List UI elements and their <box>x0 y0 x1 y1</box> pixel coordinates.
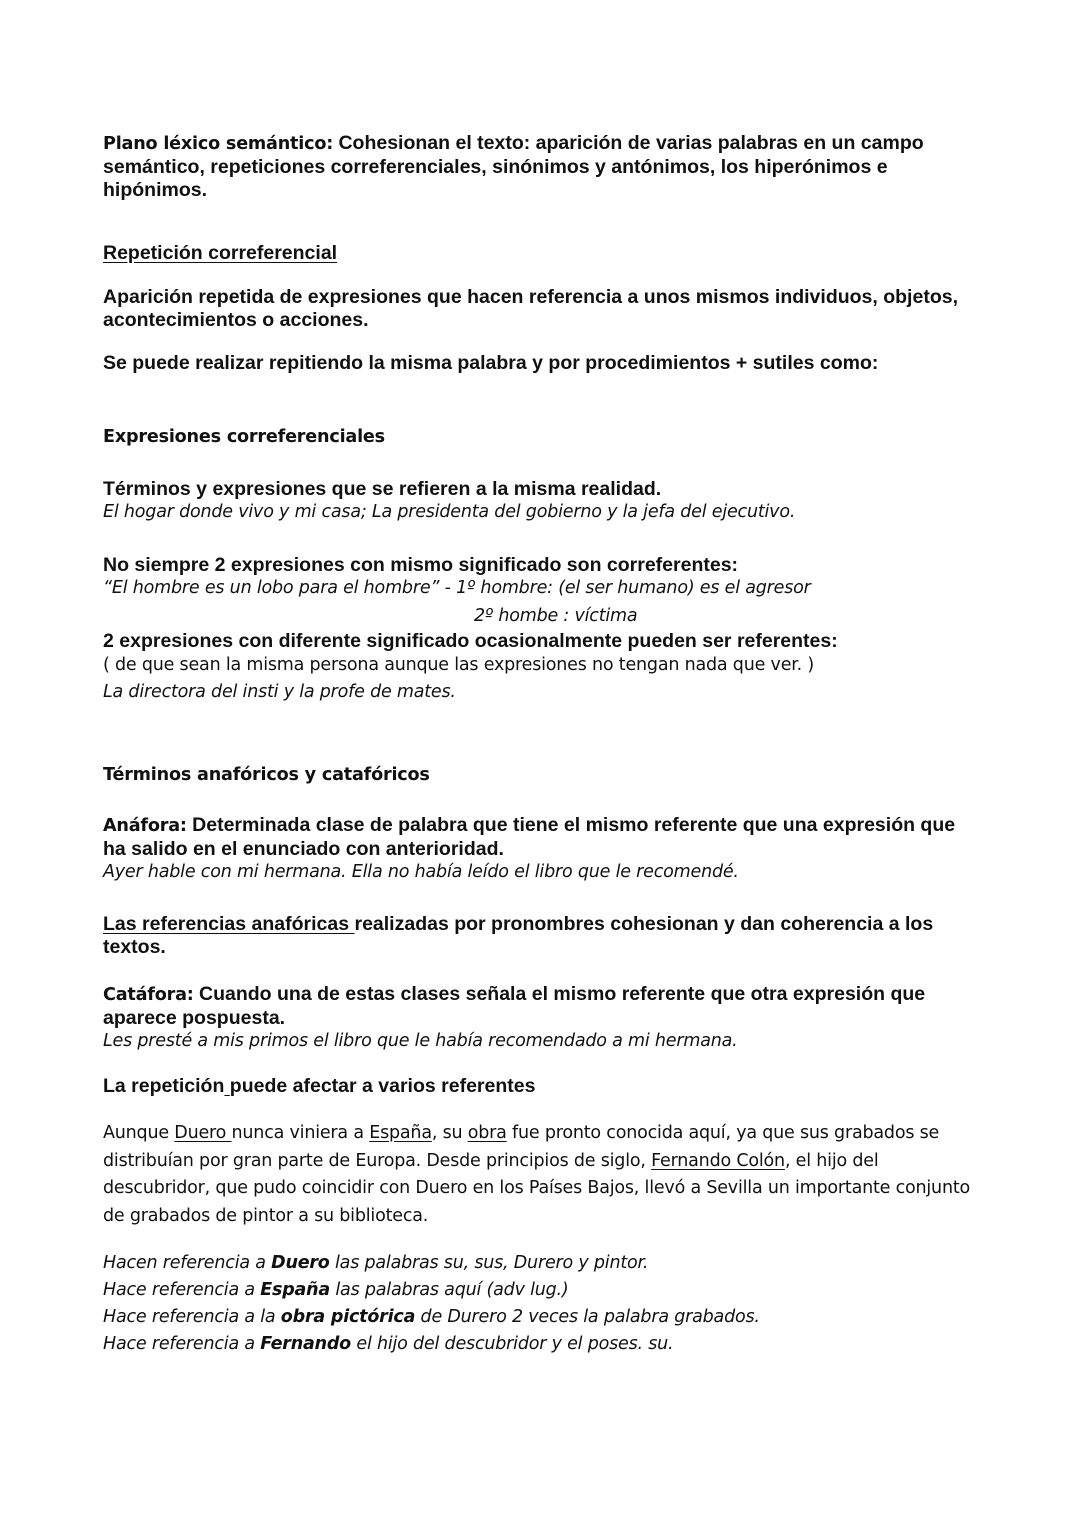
duero-text-2: nunca viniera a <box>231 1123 370 1143</box>
varios-heading-a: La repetición <box>103 1075 225 1097</box>
repeticion-procedures: Se puede realizar repitiendo la misma palabra y por procedimientos + sutiles como: <box>103 352 879 374</box>
reference-line-pre: Hacen referencia a <box>103 1253 272 1273</box>
reference-line <box>103 1304 983 1331</box>
espana-underlined: España <box>369 1123 432 1143</box>
fernando-underlined: Fernando Colón <box>651 1150 785 1171</box>
reference-line-post: las palabras su, sus, Durero y pintor. <box>329 1253 649 1273</box>
reference-line-pre: Hace referencia a la <box>103 1307 281 1327</box>
anafora-paragraph <box>103 814 983 861</box>
expresiones-definition: Términos y expresiones que se refieren a la misma realidad. <box>103 478 662 500</box>
plano-paragraph <box>103 132 983 202</box>
reference-line <box>103 1277 983 1304</box>
referencias-rest: realizadas por pronombres cohesionan y dan coherencia a los textos. <box>103 913 934 958</box>
referencias-underlined: Las referencias anafóricas <box>103 913 355 935</box>
varios-heading-b: puede afectar a varios referentes <box>229 1075 536 1097</box>
obra-underlined: obra <box>467 1123 507 1143</box>
repeticion-definition: Aparición repetida de expresiones que hacen referencia a unos mismos individuos, objetos, acontecimientos o acciones. <box>103 286 958 331</box>
catafora-example: Les presté a mis primos el libro que le había recomendado a mi hermana. <box>103 1031 738 1051</box>
reference-line <box>103 1331 983 1358</box>
reference-lines <box>103 1250 983 1358</box>
no-siempre-statement: No siempre 2 expresiones con mismo significado son correferentes: <box>103 554 739 576</box>
duero-text-5: , el hijo del descubridor, que pudo coincidir con Duero en los Países Bajos, llevó a Sevilla un importante conjunto de grabados de pintor a su biblioteca. <box>103 1150 971 1226</box>
anafora-example: Ayer hable con mi hermana. Ella no había leído el libro que le recomendé. <box>103 862 739 882</box>
duero-text-3: , su <box>431 1123 468 1143</box>
reference-line-post: las palabras aquí (adv lug.) <box>330 1280 569 1300</box>
diferente-note: ( de que sean la misma persona aunque las expresiones no tengan nada que ver. ) <box>103 655 814 675</box>
duero-underlined: Duero <box>174 1123 232 1143</box>
reference-line-bold: Duero <box>271 1253 330 1273</box>
reference-line-bold: obra pictórica <box>280 1307 416 1327</box>
catafora-text: Cuando una de estas clases señala el mismo referente que otra expresión que aparece pospuesta. <box>103 983 926 1029</box>
expresiones-heading: Expresiones correferenciales <box>103 427 385 447</box>
plano-text: Cohesionan el texto: aparición de varias palabras en un campo semántico, repeticiones correferenciales, sinónimos y antónimos, los hiperónimos e hipónimos. <box>103 132 924 201</box>
reference-line <box>103 1250 983 1277</box>
duero-paragraph <box>103 1120 983 1230</box>
hombre-example-line1: “El hombre es un lobo para el hombre” - 1º hombre: (el ser humano) es el agresor <box>103 578 811 598</box>
hombre-example-line2: 2º hombe : víctima <box>474 606 638 626</box>
directora-example: La directora del insti y la profe de mates. <box>103 682 456 702</box>
reference-line-pre: Hace referencia a <box>103 1334 261 1354</box>
reference-line-pre: Hace referencia a <box>103 1280 261 1300</box>
duero-text-4: fue pronto conocida aquí, ya que sus grabados se distribuían por gran parte de Europa. Desde principios de siglo, <box>103 1123 940 1171</box>
catafora-paragraph <box>103 983 983 1030</box>
anafora-label: Anáfora: <box>103 816 187 836</box>
reference-line-post: de Durero 2 veces la palabra grabados. <box>415 1307 760 1327</box>
varios-heading <box>103 1075 983 1098</box>
anafora-text: Determinada clase de palabra que tiene el mismo referente que una expresión que ha salido en el enunciado con anterioridad. <box>103 814 956 860</box>
reference-line-bold: España <box>260 1280 331 1300</box>
reference-line-post: el hijo del descubridor y el poses. su. <box>351 1334 674 1354</box>
duero-text-1: Aunque <box>103 1123 175 1143</box>
diferente-statement: 2 expresiones con diferente significado ocasionalmente pueden ser referentes: <box>103 630 838 652</box>
referencias-paragraph <box>103 913 983 959</box>
catafora-label: Catáfora: <box>103 985 194 1005</box>
reference-line-bold: Fernando <box>260 1334 352 1354</box>
repeticion-heading: Repetición correferencial <box>103 242 338 264</box>
terminos-heading: Términos anafóricos y catafóricos <box>103 765 430 785</box>
plano-label: Plano léxico semántico: <box>103 134 334 154</box>
expresiones-example: El hogar donde vivo y mi casa; La presidenta del gobierno y la jefa del ejecutivo. <box>103 502 796 522</box>
